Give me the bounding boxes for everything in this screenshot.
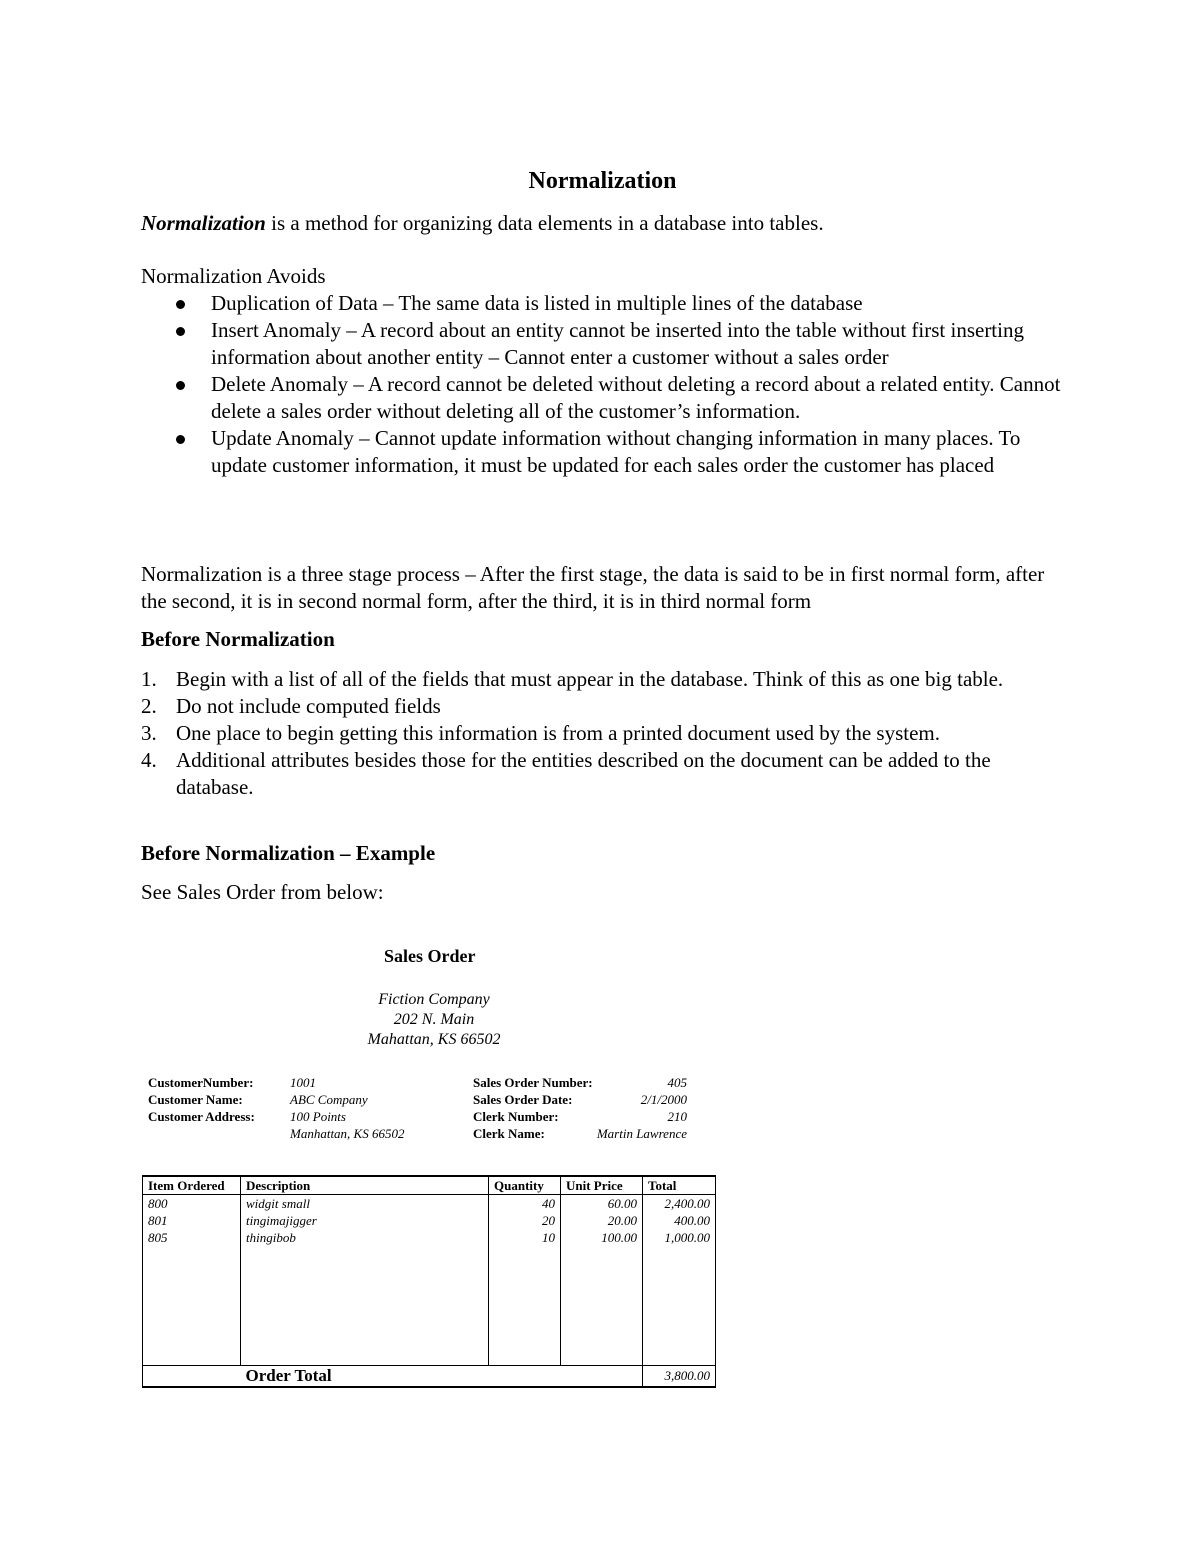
customer-name-label: Customer Name:	[148, 1092, 243, 1107]
company-address	[334, 990, 534, 1050]
table-row: 805 thingibob 10 100.00 1,000.00	[143, 1229, 716, 1246]
table-empty-space	[143, 1246, 716, 1366]
order-date-value: 2/1/2000	[640, 1092, 687, 1107]
company-name: Fiction Company	[378, 991, 490, 1008]
table-total-row	[143, 1366, 716, 1388]
clerk-name-label: Clerk Name:	[473, 1126, 545, 1141]
customer-name-value: ABC Company	[290, 1092, 368, 1107]
intro-term: Normalization	[141, 211, 266, 235]
example-heading: Before Normalization – Example	[141, 841, 436, 865]
page-title: Normalization	[528, 168, 677, 194]
order-total-label: Order Total	[245, 1366, 332, 1385]
bullet-icon	[176, 327, 185, 336]
bullet-icon	[176, 435, 185, 444]
bullet-icon	[176, 300, 185, 309]
avoids-list	[172, 290, 1071, 479]
list-item: 2. Do not include computed fields	[141, 694, 441, 718]
process-paragraph: Normalization is a three stage process – After the first stage, the data is said to be in first normal form, after the second, it is in second normal form, after the third, it is in third normal form	[141, 562, 1045, 613]
steps-list	[141, 666, 1066, 801]
order-date-label: Sales Order Date:	[473, 1092, 573, 1107]
customer-number-value: 1001	[290, 1075, 316, 1090]
customer-city-value: Manhattan, KS 66502	[290, 1126, 405, 1141]
col-header-item: Item Ordered	[143, 1176, 241, 1195]
avoids-heading: Normalization Avoids	[141, 264, 326, 288]
intro-rest: is a method for organizing data elements in a database into tables.	[265, 211, 824, 235]
order-total-value: 3,800.00	[643, 1366, 716, 1388]
list-item: 4. Additional attributes besides those for the entities described on the document can be added to the database.	[141, 748, 991, 799]
col-header-unit-price: Unit Price	[561, 1176, 643, 1195]
clerk-number-label: Clerk Number:	[473, 1109, 559, 1124]
company-city: Mahattan, KS 66502	[367, 1031, 501, 1048]
order-number-value: 405	[667, 1075, 687, 1090]
order-values	[560, 1074, 687, 1142]
customer-address-label: Customer Address:	[148, 1109, 255, 1124]
col-header-description: Description	[241, 1176, 489, 1195]
list-item: Duplication of Data – The same data is listed in multiple lines of the database	[172, 290, 1071, 317]
customer-address-value: 100 Points	[290, 1109, 346, 1124]
customer-labels	[148, 1074, 255, 1125]
sales-order-title: Sales Order	[384, 946, 476, 966]
col-header-total: Total	[643, 1176, 716, 1195]
table-header-row	[143, 1176, 716, 1195]
list-item: Delete Anomaly – A record cannot be deleted without deleting a record about a related entity. Cannot delete a sales order without deleting all of the customer’s information.	[172, 371, 1071, 425]
clerk-name-value: Martin Lawrence	[596, 1126, 687, 1141]
customer-values	[290, 1074, 404, 1142]
col-header-quantity: Quantity	[489, 1176, 561, 1195]
list-item: Update Anomaly – Cannot update information without changing information in many places. To update customer information, it must be updated for each sales order the customer has placed	[172, 425, 1071, 479]
list-item: 1. Begin with a list of all of the fields that must appear in the database. Think of this as one big table.	[141, 667, 1004, 691]
clerk-number-value: 210	[667, 1109, 687, 1124]
list-item: 3. One place to begin getting this information is from a printed document used by the system.	[141, 721, 941, 745]
see-text: See Sales Order from below:	[141, 880, 384, 904]
list-item: Insert Anomaly – A record about an entity cannot be inserted into the table without first inserting information about another entity – Cannot enter a customer without a sales order	[172, 317, 1071, 371]
table-row: 800 widgit small 40 60.00 2,400.00	[143, 1195, 716, 1213]
before-heading: Before Normalization	[141, 627, 335, 651]
order-items-table	[142, 1175, 716, 1388]
company-street: 202 N. Main	[393, 1011, 475, 1028]
table-row: 801 tingimajigger 20 20.00 400.00	[143, 1212, 716, 1229]
bullet-icon	[176, 381, 185, 390]
order-number-label: Sales Order Number:	[473, 1075, 593, 1090]
customer-number-label: CustomerNumber:	[148, 1075, 254, 1090]
intro-paragraph	[141, 210, 824, 237]
